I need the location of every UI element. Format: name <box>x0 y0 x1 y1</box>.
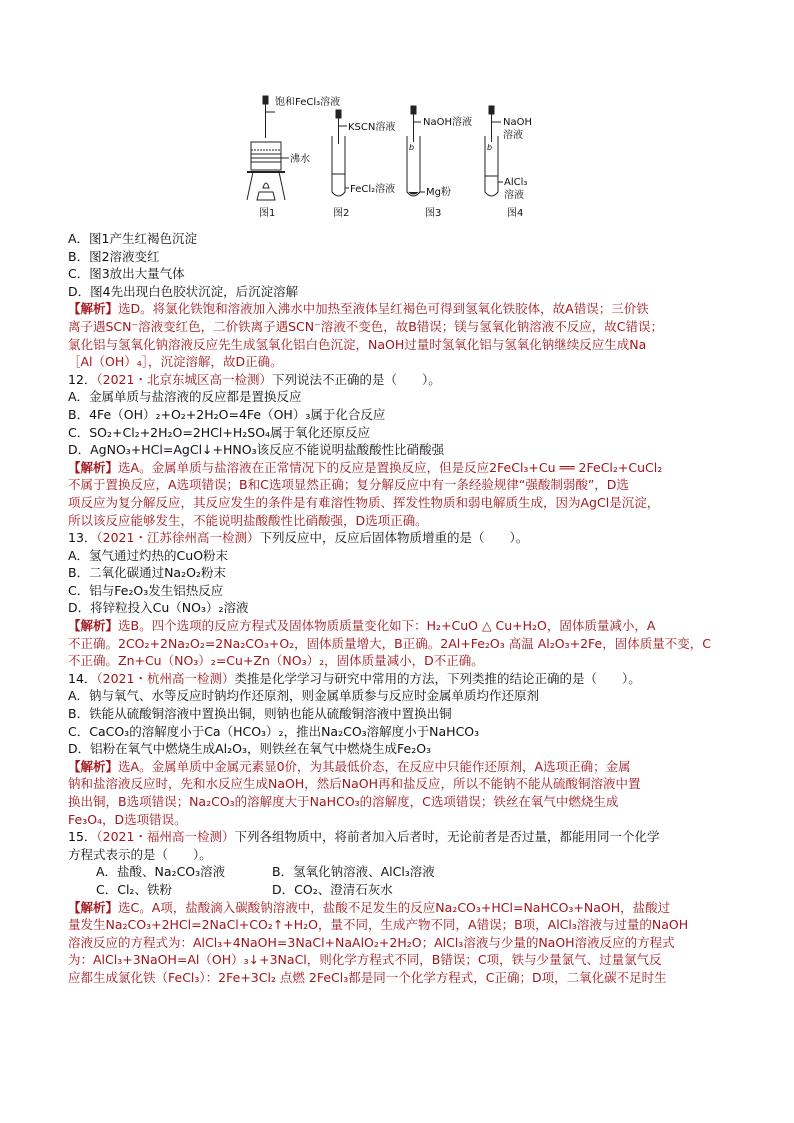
q11-option-c: C．图3放出大量气体 <box>68 266 185 282</box>
fig3-caption: 图3 <box>425 208 442 219</box>
q11-option-b: B．图2溶液变红 <box>68 248 160 264</box>
q14-option-c: C．CaCO₃的溶解度小于Ca（HCO₃）₂，推出Na₂CO₃溶解度小于NaHCO₃ <box>68 723 480 739</box>
fig3-reagent-label: NaOH溶液 <box>423 117 472 128</box>
q13-option-c: C．铝与Fe₂O₃发生铝热反应 <box>68 582 224 598</box>
q15-option-d: D．CO₂、澄清石灰水 <box>272 881 393 897</box>
questions-body <box>68 230 728 987</box>
fig1-reagent-label: 饱和FeCl₃溶液 <box>275 97 341 108</box>
fig4-reagent-label-1: NaOH <box>503 117 532 128</box>
q14-analysis-line: 【解析】选A。金属单质中金属元素显0价，为其最低价态，在反应中只能作还原剂，A选项正确；金属 <box>68 758 631 774</box>
q15-option-a: A．盐酸、Na₂CO₃溶液 <box>96 864 226 880</box>
q13-source: （2021・江苏徐州高一检测） <box>96 530 260 546</box>
q13-analysis-line: 不正确。Zn+Cu（NO₃）₂=Cu+Zn（NO₃）₂，固体质量减小，D不正确。 <box>68 653 484 669</box>
q13-option-d: D．将锌粒投入Cu（NO₃）₂溶液 <box>68 600 249 616</box>
question-11 <box>68 230 728 371</box>
q13-option-a: A．氢气通过灼热的CuO粉末 <box>68 547 229 563</box>
q14-analysis-tag: 【解析】 <box>68 758 119 774</box>
q15-analysis-tag: 【解析】 <box>68 899 119 915</box>
fig4-reagent-label-2: 溶液 <box>503 130 523 141</box>
q15-analysis-line: 【解析】选C。A项，盐酸滴入碳酸钠溶液中，盐酸不足发生的反应Na₂CO₃+HCl=NaHCO₃+NaOH，盐酸过 <box>68 899 671 915</box>
q15-source: （2021・福州高一检测） <box>96 829 235 845</box>
q15-stem: 15．（2021・福州高一检测）下列各组物质中，将前者加入后者时，无论前者是否过量，都能用同一个化学 <box>68 829 660 845</box>
q13-stem: 13．（2021・江苏徐州高一检测）下列反应中，反应后固体物质增重的是（ ）。 <box>68 530 529 546</box>
q12-analysis-line: 项反应为复分解反应，其反应发生的条件是有难溶性物质、挥发性物质和弱电解质生成，因为AgCl是沉淀， <box>68 494 660 510</box>
q12-option-d: D．AgNO₃+HCl=AgCl↓+HNO₃该反应不能说明盐酸酸性比硝酸强 <box>68 442 445 458</box>
question-15 <box>68 828 728 986</box>
fig4-tube-label-2: 溶液 <box>504 190 524 201</box>
q12-option-b: B．4Fe（OH）₂+O₂+2H₂O=4Fe（OH）₃属于化合反应 <box>68 406 386 422</box>
q14-analysis-line: 钠和盐溶液反应时，先和水反应生成NaOH，然后NaOH再和盐反应，所以不能钠不能从硫酸铜溶液中置 <box>68 776 641 792</box>
q15-option-b: B．氢氧化钠溶液、AlCl₃溶液 <box>272 864 435 880</box>
fig2-caption: 图2 <box>333 208 350 219</box>
q15-stem-cont: 方程式表示的是（ ）。 <box>68 846 212 862</box>
q12-option-a: A．金属单质与盐溶液的反应都是置换反应 <box>68 389 302 405</box>
q15-analysis-line: 为：AlCl₃+3NaOH=Al（OH）₃↓+3NaCl，则化学方程式不同，B错误；C项，铁与少量氯气、过量氯气反 <box>68 952 662 968</box>
question-12 <box>68 371 728 529</box>
fig1-caption: 图1 <box>259 208 276 219</box>
q11-analysis-line: ［Al（OH）₄］，沉淀溶解，故D正确。 <box>68 354 283 370</box>
q14-option-b: B．铁能从硫酸铜溶液中置换出铜，则钠也能从硫酸铜溶液中置换出铜 <box>68 706 452 722</box>
q11-analysis-tag: 【解析】 <box>68 301 119 317</box>
q11-option-d: D．图4先出现白色胶状沉淀，后沉淀溶解 <box>68 283 299 299</box>
fig4-caption: 图4 <box>507 208 524 219</box>
experiment-figure <box>245 92 555 222</box>
q11-option-a: A．图1产生红褐色沉淀 <box>68 231 198 246</box>
question-14 <box>68 670 728 828</box>
q12-source: （2021・北京东城区高一检测） <box>96 371 272 387</box>
q13-analysis-line: 【解析】选B。四个选项的反应方程式及固体物质质量变化如下：H₂+CuO △ Cu+H₂O，固体质量减小，A <box>68 618 656 634</box>
question-13 <box>68 529 728 670</box>
q15-analysis-line: 应都生成氯化铁（FeCl₃）：2Fe+3Cl₂ 点燃 2FeCl₃都是同一个化学方程式，C正确；D项，二氧化碳不足时生 <box>68 969 667 985</box>
q12-stem: 12．（2021・北京东城区高一检测）下列说法不正确的是（ ）。 <box>68 371 441 387</box>
fig3-tube-label: Mg粉 <box>426 187 451 198</box>
q14-analysis-line: Fe₃O₄，D选项错误。 <box>68 811 187 827</box>
q11-analysis-line: 【解析】选D。将氯化铁饱和溶液加入沸水中加热至液体呈红褐色可得到氢氧化铁胶体，故A错误；三价铁 <box>68 301 649 317</box>
q12-analysis-line: 【解析】选A。金属单质与盐溶液在正常情况下的反应是置换反应，但是反应2FeCl₃+Cu ══ 2FeCl₂+CuCl₂ <box>68 459 663 475</box>
q13-analysis-line: 不正确。2CO₂+2Na₂O₂=2Na₂CO₃+O₂，固体质量增大，B正确。2Al+Fe₂O₃ 高温 Al₂O₃+2Fe，固体质量不变，C <box>68 635 711 651</box>
figure-1-apparatus <box>247 96 289 200</box>
q15-options-row-1 <box>68 863 728 881</box>
q12-analysis-tag: 【解析】 <box>68 459 119 475</box>
q15-options-row-2 <box>68 881 728 899</box>
q12-option-c: C．SO₂+Cl₂+2H₂O=2HCl+H₂SO₄属于氧化还原反应 <box>68 424 371 440</box>
q15-analysis-line: 溶液反应的方程式为：AlCl₃+4NaOH=3NaCl+NaAlO₂+2H₂O；AlCl₃溶液与少量的NaOH溶液反应的方程式 <box>68 934 675 950</box>
q14-stem: 14．（2021・杭州高一检测）类推是化学学习与研究中常用的方法，下列类推的结论正确的是（ ）。 <box>68 670 641 686</box>
svg-text:b: b <box>409 143 415 152</box>
q14-source: （2021・杭州高一检测） <box>96 670 235 686</box>
fig1-beaker-label: 沸水 <box>290 154 310 165</box>
q13-analysis-tag: 【解析】 <box>68 618 119 634</box>
q13-option-b: B．二氧化碳通过Na₂O₂粉末 <box>68 565 226 581</box>
q14-option-d: D．铝粉在氧气中燃烧生成Al₂O₃，则铁丝在氧气中燃烧生成Fe₂O₃ <box>68 741 432 757</box>
q14-analysis-line: 换出铜，B选项错误；Na₂CO₃的溶解度大于NaHCO₃的溶解度，C选项错误；铁丝在氧气中燃烧生成 <box>68 794 619 809</box>
q15-option-c: C．Cl₂、铁粉 <box>96 881 172 897</box>
q12-analysis-line: 不属于置换反应，A选项错误；B和C选项显然正确；复分解反应中有一条经验规律“强酸制弱酸”，D选 <box>68 477 629 493</box>
fig2-tube-label: FeCl₂溶液 <box>350 184 396 195</box>
q12-analysis-line: 所以该反应能够发生，不能说明盐酸酸性比硝酸强，D选项正确。 <box>68 512 428 528</box>
q11-analysis-line: 离子遇SCN⁻溶液变红色，二价铁离子遇SCN⁻溶液不变色，故B错误；镁与氢氧化钠溶液不反应，故C错误； <box>68 318 664 334</box>
svg-text:b: b <box>487 143 493 152</box>
fig2-reagent-label: KSCN溶液 <box>348 122 396 133</box>
figure-2-apparatus <box>332 110 349 196</box>
q11-analysis-line: 氯化铝与氢氧化钠溶液反应先生成氢氧化铝白色沉淀，NaOH过量时氢氧化铝与氢氧化钠继续反应生成Na <box>68 336 647 352</box>
q15-analysis-line: 量发生Na₂CO₃+2HCl=2NaCl+CO₂↑+H₂O，量不同，生成产物不同，A错误；B项，AlCl₃溶液与过量的NaOH <box>68 917 689 933</box>
fig4-tube-label-1: AlCl₃ <box>504 177 528 188</box>
q14-option-a: A．钠与氧气、水等反应时钠均作还原剂，则金属单质参与反应时金属单质均作还原剂 <box>68 688 540 704</box>
